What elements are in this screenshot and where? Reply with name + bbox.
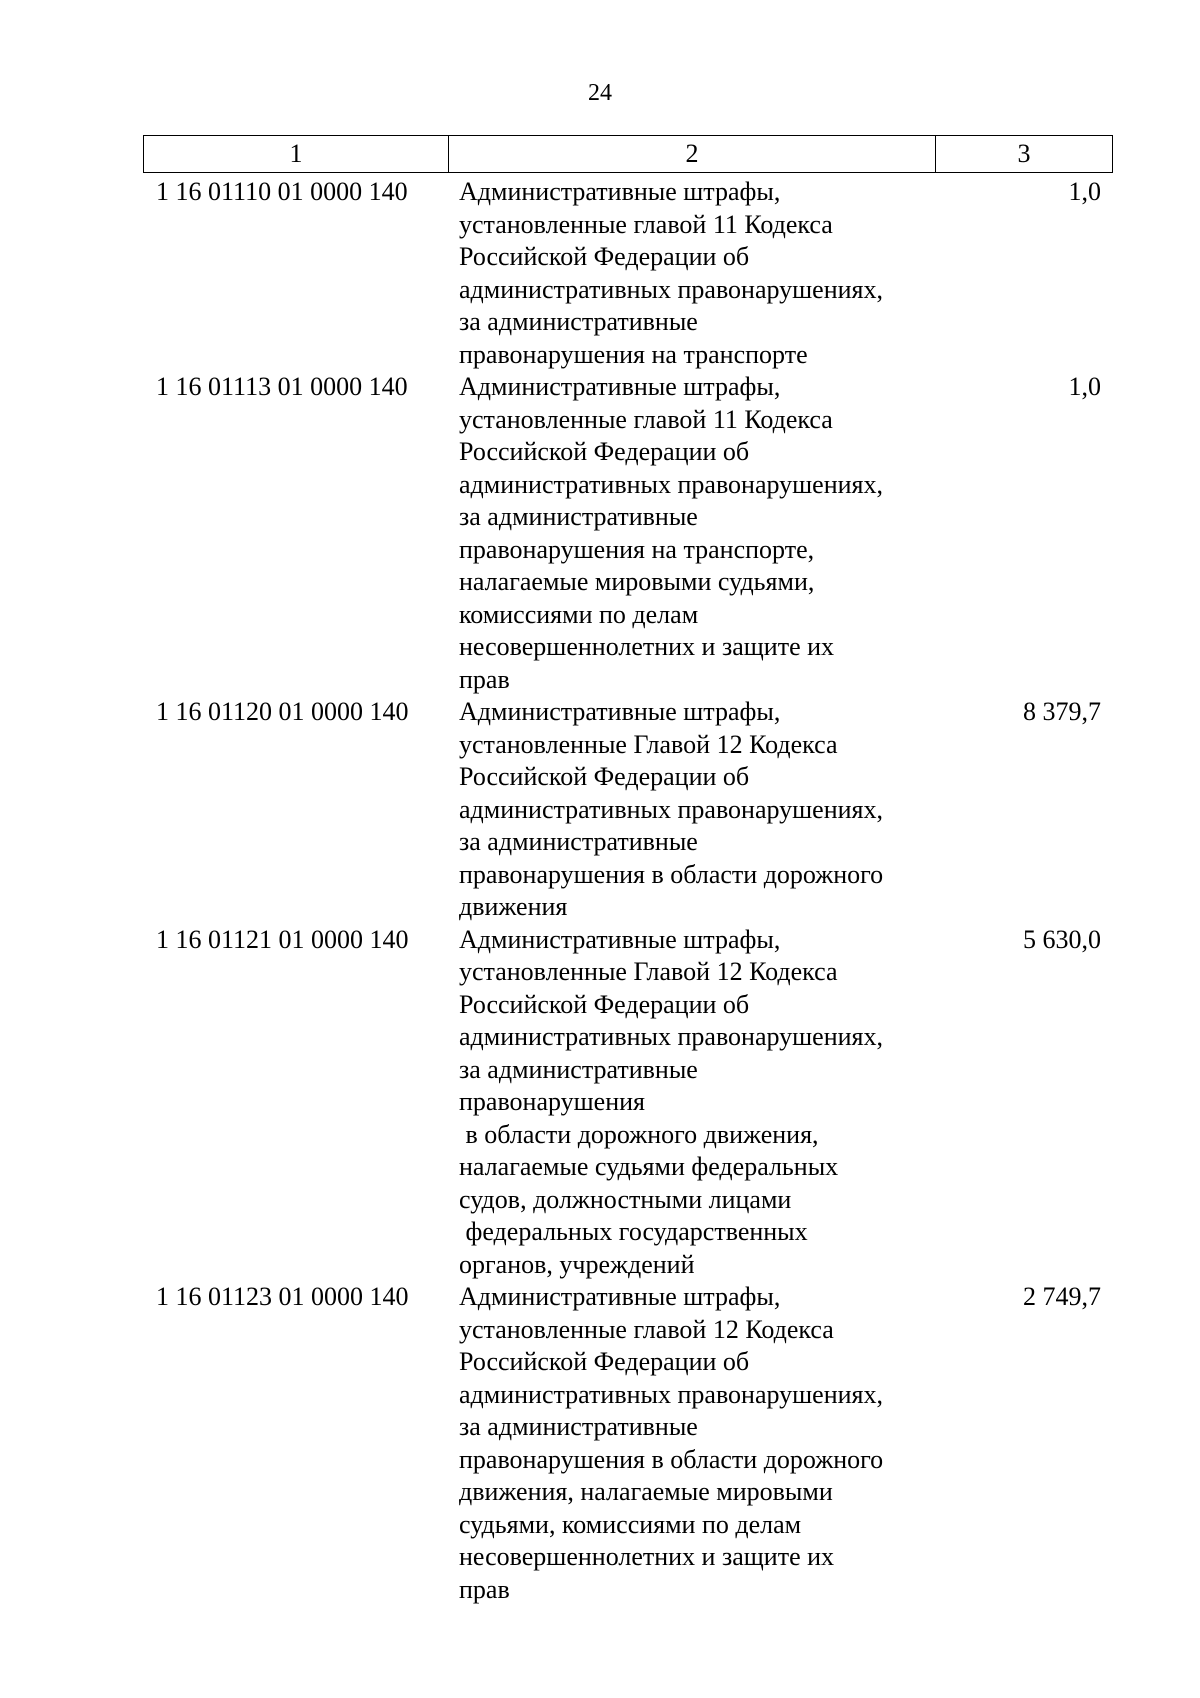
description-line: Административные штрафы, (459, 177, 781, 206)
description-line: Административные штрафы, (459, 1282, 781, 1311)
description-line: Российской Федерации об (459, 762, 750, 791)
description-cell (448, 176, 935, 371)
description-line: движения (459, 892, 568, 921)
description-line: Российской Федерации об (459, 989, 750, 1019)
page-number: 24 (588, 80, 612, 106)
description-cell (448, 696, 935, 924)
description-line: правонарушения (459, 1087, 646, 1116)
description-line: движения, налагаемые мировыми (459, 1477, 833, 1506)
budget-code-cell: 1 16 01123 01 0000 140 (156, 1282, 409, 1311)
description-line: административных правонарушениях, (459, 469, 883, 499)
description-line: в области дорожного движения, (459, 1119, 819, 1149)
table-row (143, 176, 1113, 371)
amount-cell: 8 379,7 (1023, 697, 1101, 726)
description-line: прав (459, 664, 510, 694)
table-row (143, 371, 1113, 696)
description-line: Российской Федерации об (459, 1347, 750, 1376)
budget-code-cell: 1 16 01120 01 0000 140 (156, 697, 409, 726)
table-row (143, 1281, 1113, 1606)
description-line: за административные (459, 307, 698, 336)
description-line: судьями, комиссиями по делам (459, 1509, 802, 1539)
table-row (143, 924, 1113, 1282)
table-header-row (143, 135, 1113, 173)
description-cell (448, 924, 935, 1282)
description-line: за административные (459, 827, 698, 856)
description-line: установленные главой 12 Кодекса (459, 1314, 834, 1344)
description-line: правонарушения на транспорте, (459, 534, 815, 564)
description-line: установленные Главой 12 Кодекса (459, 729, 838, 759)
budget-code-cell: 1 16 01113 01 0000 140 (156, 372, 408, 401)
column-header-3: 3 (1017, 139, 1031, 168)
description-line: за административные (459, 1054, 698, 1084)
budget-code-cell: 1 16 01121 01 0000 140 (156, 924, 409, 954)
description-line: установленные главой 11 Кодекса (459, 209, 833, 239)
description-line: Административные штрафы, (459, 372, 781, 401)
description-line: налагаемые судьями федеральных (459, 1152, 839, 1181)
description-line: несовершеннолетних и защите их (459, 1542, 835, 1571)
column-header-2: 2 (449, 136, 936, 172)
description-line: Административные штрафы, (459, 924, 781, 954)
description-line: за административные (459, 502, 698, 531)
amount-cell: 5 630,0 (1023, 924, 1101, 954)
description-line: налагаемые мировыми судьями, (459, 567, 815, 596)
description-line: административных правонарушениях, (459, 794, 883, 824)
description-line: за административные (459, 1412, 698, 1441)
description-line: судов, должностными лицами (459, 1184, 792, 1214)
description-line: установленные главой 11 Кодекса (459, 404, 833, 434)
description-line: административных правонарушениях, (459, 1022, 883, 1051)
description-line: Российской Федерации об (459, 242, 750, 271)
description-line: несовершеннолетних и защите их (459, 632, 835, 661)
description-line: федеральных государственных (459, 1217, 808, 1246)
description-line: административных правонарушениях, (459, 274, 883, 304)
description-line: Российской Федерации об (459, 437, 750, 466)
table-row (143, 696, 1113, 924)
description-line: комиссиями по делам (459, 599, 699, 629)
description-line: органов, учреждений (459, 1249, 695, 1279)
amount-cell: 1,0 (1068, 372, 1101, 401)
table-body (143, 176, 1113, 1606)
description-cell (448, 1281, 935, 1606)
description-line: правонарушения в области дорожного (459, 859, 884, 889)
column-header-1: 1 (144, 136, 449, 172)
description-line: прав (459, 1574, 510, 1604)
amount-cell: 2 749,7 (1023, 1282, 1101, 1311)
amount-cell: 1,0 (1068, 177, 1101, 206)
description-line: правонарушения в области дорожного (459, 1444, 884, 1474)
description-line: правонарушения на транспорте (459, 339, 808, 369)
description-line: административных правонарушениях, (459, 1379, 883, 1409)
budget-code-cell: 1 16 01110 01 0000 140 (156, 177, 408, 206)
description-line: установленные Главой 12 Кодекса (459, 957, 838, 986)
description-cell (448, 371, 935, 696)
description-line: Административные штрафы, (459, 697, 781, 726)
